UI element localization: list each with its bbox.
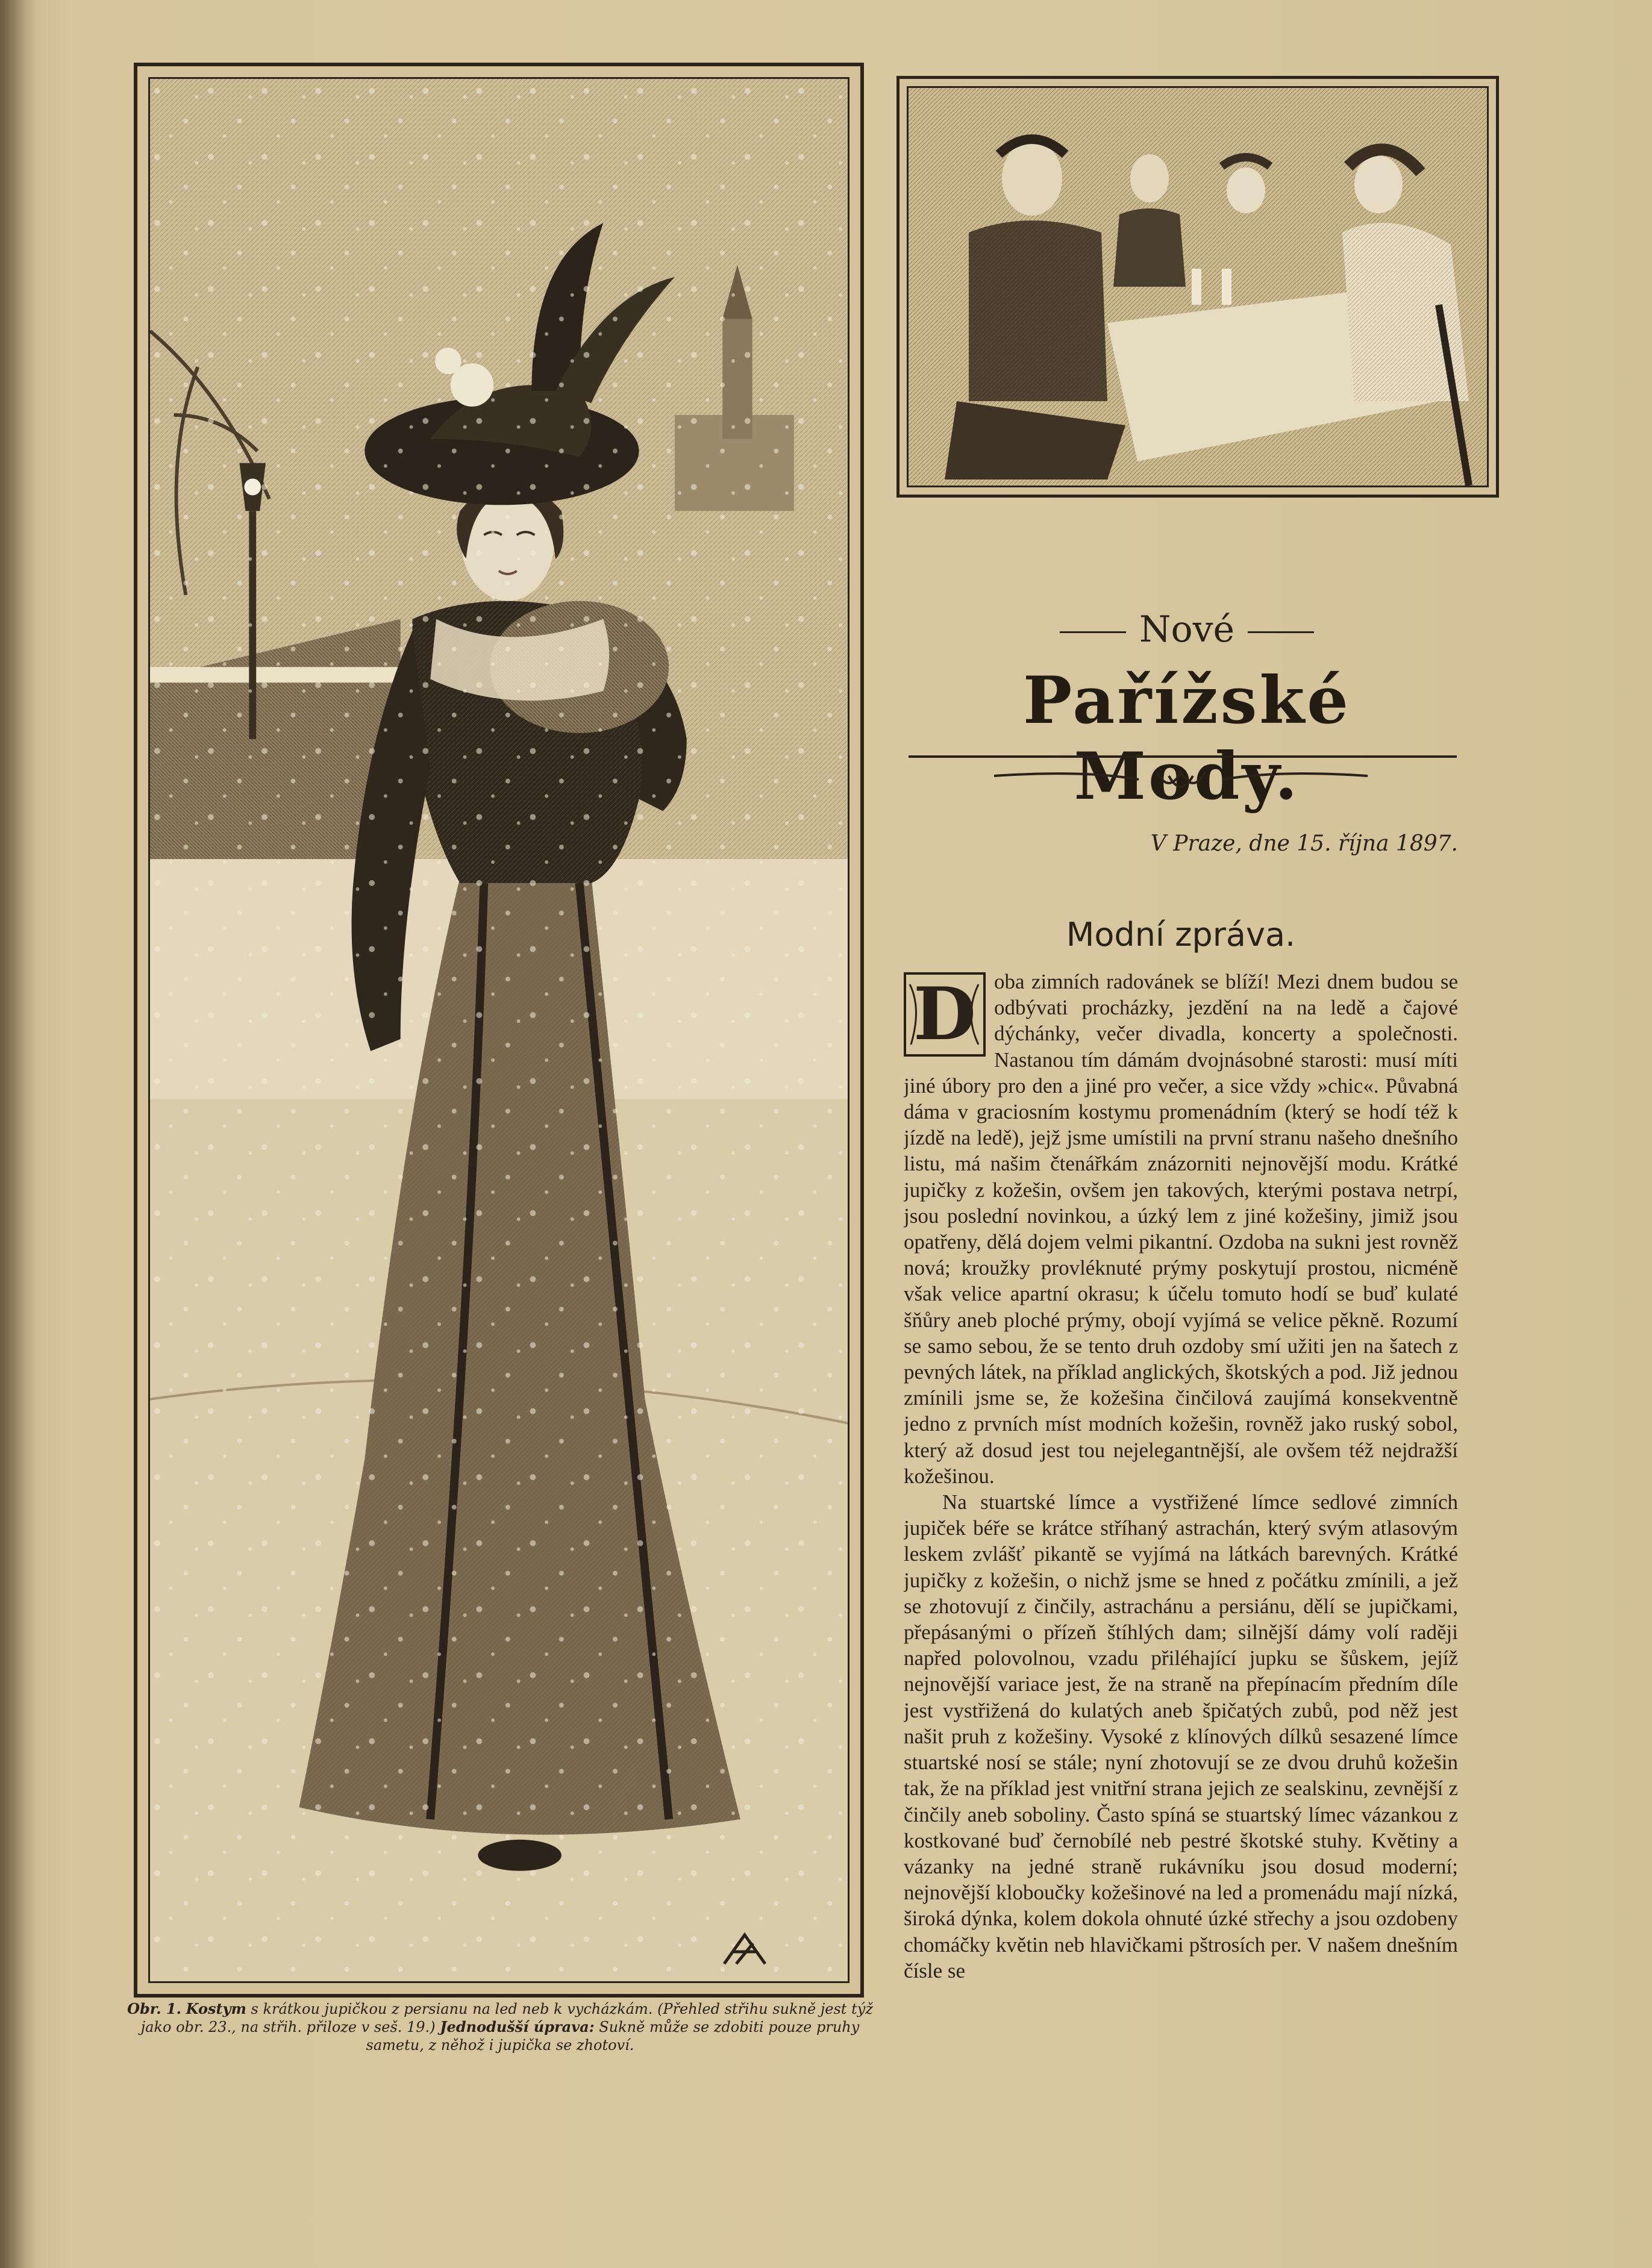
cafe-vignette-frame bbox=[896, 76, 1499, 498]
article-paragraph-1: oba zimních radovánek se blíží! Mezi dnem budou se odbývati procházky, jezdění na na ledě a čajové dýchánky, večer divadla, koncerty a společnosti. Nastanou tím dámám dvojnásobné starosti: musí míti jiné úbory pro den a jiné pro večer, a sice vždy »chic«. Půvabná dáma v graciosním kostymu promenádním (který se hodí též k jízdě na ledě), jejž jsme umístili na první stranu našeho dnešního listu, má našim čtenářkám znázorniti nejnovější modu. Krátké jupičky z kožešin, ovšem jen takových, kterými postava netrpí, jsou poslední novinkou, a úzký lem z jiné kožešiny, jimiž jsou opatřeny, dělá dojem velmi pikantní. Ozdoba na sukni jest rovněž nová; kroužky provléknuté prýmy poskytují prostou, nicméně však velice apartní okrasu; k účelu tomuto hodí se buď kulaté šňůry aneb ploché prýmy, obojí vyjímá se velice pěkně. Rozumí se samo sebou, že se tento druh ozdoby smí užiti jen na šatech z pevných látek, na příklad anglických, škotských a pod. Již jednou zmínili jsme se, že kožešina činčilová zaujímá konsekventně jedno z prvních míst modních kožešin, rovněž jako ruský sobol, který až dosud jest tou nejelegantnější, ale ovšem též nejdražší kožešinou. bbox=[904, 970, 1458, 1488]
fashion-plate-drawing bbox=[150, 79, 848, 1981]
cafe-vignette-drawing bbox=[909, 88, 1487, 486]
article-body bbox=[904, 969, 1458, 2240]
section-title: Modní zpráva. bbox=[1066, 916, 1296, 954]
masthead-title: Pařížské Mody. bbox=[1023, 663, 1351, 814]
kicker-dash-right bbox=[1248, 631, 1314, 633]
dropcap-letter: D bbox=[913, 972, 977, 1057]
caption-label: Obr. 1. bbox=[127, 2000, 181, 2017]
masthead-kicker bbox=[904, 608, 1470, 651]
article-paragraph-2: Na stuartské límce a vystřižené límce sedlové zimních jupiček béře se krátce stříhaný astrachán, který svým atlasovým leskem zvlášť pikantě se vyjímá na látkách barevných. Krátké jupičky z kožešin, o nichž jsme se hned z počátku zmínili, a jež se zhotovují z činčily, astrachánu a persiánu, dělí se jupičkami, přepásanými o přízeň štíhlých dam; silnější dámy volí raději napřed polovolnou, vzadu přiléhající jupku se šůskem, jejíž nejnovější variace jest, že na straně na přepínacím předním díle jest vystřižená do kulatých aneb špičatých zubů, pod něž jest našit pruh z kožešiny. Vysoké z klínových dílků sesazené límce stuartské nosí se stále; nyní zhotovují se ze dvou druhů kožešin tak, že na příklad jest vnitřní strana jejich ze sealskinu, zevnější z činčily aneb soboliny. Často spíná se stuartský límec vázankou z kostkované buď černobílé neb pestré škotské stuhy. Květiny a vázanky na jedné straně rukávníku jsou dosud moderní; nejnovější kloboučky kožešinové na led a promenádu mají nízká, široká dýnka, kolem dokola ohnuté úzké střechy a jsou ozdobeny chomáčky květin neb hlavičkami pštrosích per. V našem dnešním čísle se bbox=[904, 1490, 1458, 1982]
kicker-text: Nové bbox=[1139, 608, 1235, 651]
caption-text-1: s krátkou jupičkou z persianu na led neb k vycházkám. (Přehled střihu sukně jest týž jako obr. 23., na střih. přiloze v seš. 19.) bbox=[140, 2001, 873, 2035]
figure-caption bbox=[120, 2000, 880, 2054]
fashion-plate-illustration bbox=[148, 77, 849, 1983]
artist-monogram bbox=[721, 1931, 769, 1967]
caption-term-2: Jednodušší úprava: bbox=[440, 2018, 595, 2035]
dateline: V Praze, dne 15. října 1897. bbox=[1150, 831, 1458, 856]
caption-text-2: Sukně může se zdobiti pouze pruhy sametu, z něhož i jupička se zhotoví. bbox=[366, 2019, 860, 2054]
masthead-rule bbox=[909, 755, 1457, 758]
flourish-ornament bbox=[988, 764, 1374, 800]
binding-shadow bbox=[0, 0, 36, 2268]
dropcap bbox=[904, 972, 986, 1057]
cafe-vignette-illustration bbox=[907, 86, 1489, 487]
caption-term: Kostym bbox=[186, 2000, 246, 2017]
kicker-dash-left bbox=[1060, 631, 1126, 633]
fashion-plate-frame bbox=[134, 63, 864, 1998]
